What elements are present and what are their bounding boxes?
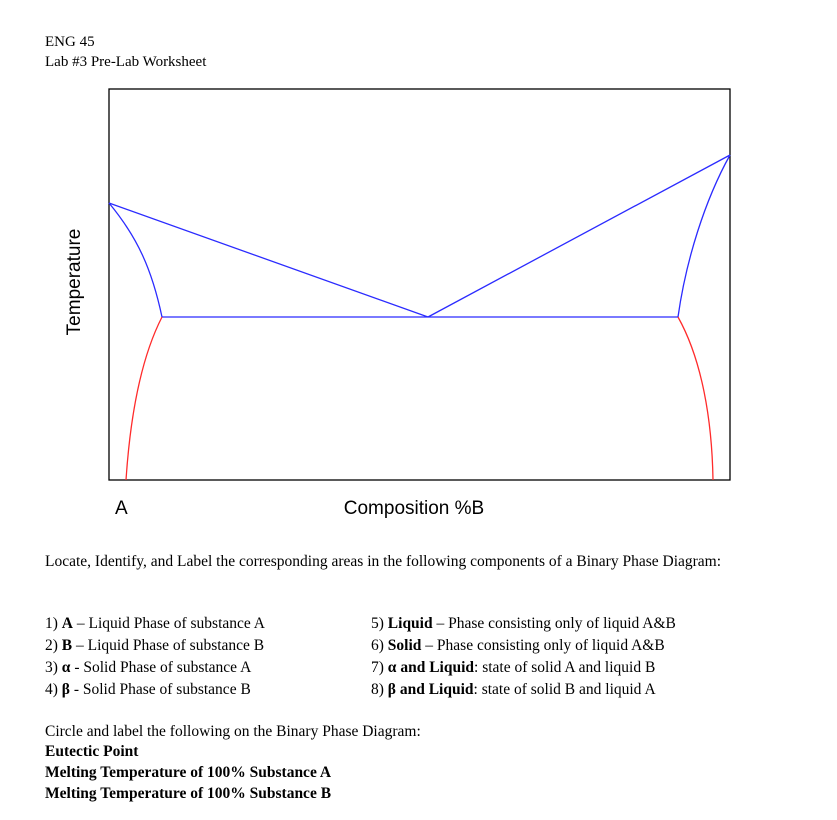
x-axis-label: Composition %B xyxy=(343,498,485,519)
circle-item-eutectic: Eutectic Point xyxy=(45,743,139,760)
list-item: 7) α and Liquid: state of solid A and liquid B xyxy=(371,659,656,676)
locate-instructions: Locate, Identify, and Label the corresponding areas in the following components of a Binary Phase Diagram: xyxy=(45,553,722,570)
solidus-curve-a xyxy=(109,203,162,317)
left-item-list xyxy=(45,613,265,701)
list-item: 6) Solid – Phase consisting only of liquid A&B xyxy=(371,637,665,654)
list-item: 4) β - Solid Phase of substance B xyxy=(45,681,251,698)
solvus-curve-a xyxy=(126,317,162,480)
y-axis-label: Temperature xyxy=(64,228,85,336)
liquidus-line-b xyxy=(428,155,730,317)
course-title: ENG 45 xyxy=(45,34,95,50)
list-item: 5) Liquid – Phase consisting only of liquid A&B xyxy=(371,615,676,632)
list-item: 1) A – Liquid Phase of substance A xyxy=(45,615,266,632)
circle-instructions: Circle and label the following on the Binary Phase Diagram: xyxy=(45,723,421,740)
right-item-list xyxy=(371,613,676,701)
circle-item-melting-a: Melting Temperature of 100% Substance A xyxy=(45,764,332,781)
x-axis-a-label: A xyxy=(115,498,128,519)
diagram-frame xyxy=(109,89,730,480)
list-item: 3) α - Solid Phase of substance A xyxy=(45,659,252,676)
solvus-curve-b xyxy=(678,317,713,480)
list-item: 8) β and Liquid: state of solid B and liquid A xyxy=(371,681,656,698)
liquidus-line-a xyxy=(109,203,428,317)
list-item: 2) B – Liquid Phase of substance B xyxy=(45,637,265,654)
worksheet-title: Lab #3 Pre-Lab Worksheet xyxy=(45,54,207,70)
circle-item-melting-b: Melting Temperature of 100% Substance B xyxy=(45,785,332,802)
